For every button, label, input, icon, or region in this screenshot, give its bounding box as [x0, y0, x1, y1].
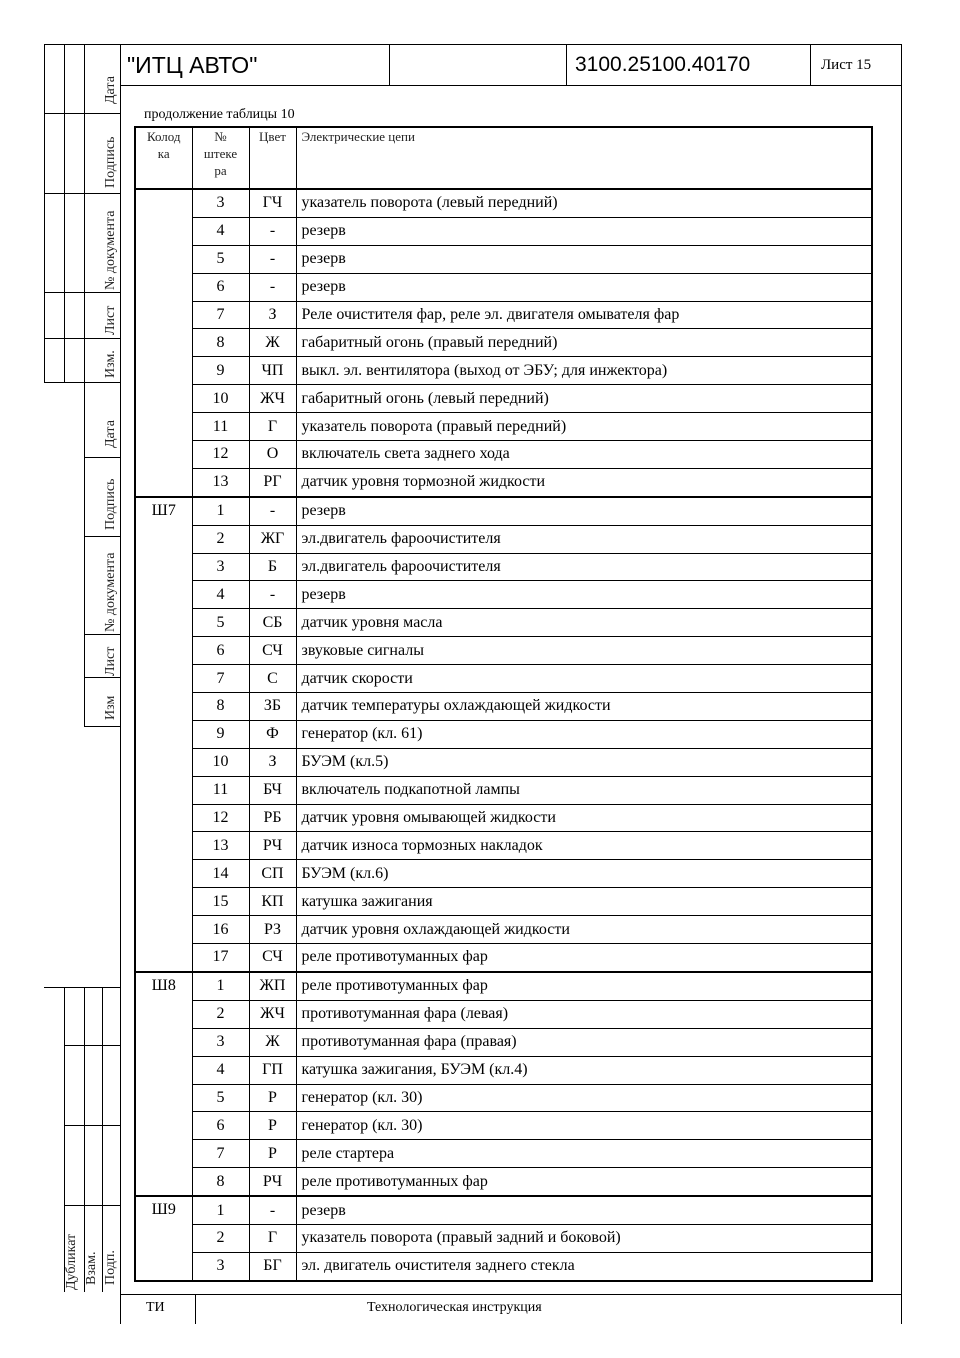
circuit-cell: Реле очистителя фар, реле эл. двигателя омывателя фар [296, 301, 872, 329]
pin-cell: 4 [192, 581, 249, 609]
table-row [135, 944, 872, 972]
table-row [135, 972, 872, 1000]
stamp-middle-signature: Подпись [103, 478, 118, 530]
pin-cell: 5 [192, 245, 249, 273]
stamp-lower-h2 [64, 1125, 121, 1126]
circuit-cell: габаритный огонь (левый передний) [296, 385, 872, 413]
color-cell: ЖГ [249, 525, 296, 553]
pin-cell: 2 [192, 525, 249, 553]
table-row [135, 637, 872, 665]
color-cell: Ж [249, 329, 296, 357]
color-cell: - [249, 273, 296, 301]
color-cell: БЧ [249, 776, 296, 804]
connector-cell: Ш7 [135, 497, 192, 972]
pin-cell: 4 [192, 1056, 249, 1084]
circuit-cell: резерв [296, 1196, 872, 1224]
frame-left-line [120, 44, 121, 1324]
circuit-cell: реле противотуманных фар [296, 972, 872, 1000]
pin-cell: 5 [192, 1084, 249, 1112]
connector-cell: Ш8 [135, 972, 192, 1196]
table-row [135, 1140, 872, 1168]
circuit-cell: резерв [296, 273, 872, 301]
color-cell: З [249, 301, 296, 329]
pin-cell: 10 [192, 385, 249, 413]
pin-cell: 17 [192, 944, 249, 972]
color-cell: ГЧ [249, 189, 296, 217]
table-row [135, 301, 872, 329]
table-row [135, 1000, 872, 1028]
table-row [135, 329, 872, 357]
circuit-cell: резерв [296, 497, 872, 525]
color-cell: ГП [249, 1056, 296, 1084]
table-row [135, 693, 872, 721]
table-row [135, 553, 872, 581]
circuit-cell: БУЭМ (кл.5) [296, 748, 872, 776]
table-row [135, 804, 872, 832]
table-row [135, 441, 872, 469]
color-cell: СЧ [249, 944, 296, 972]
color-cell: Б [249, 553, 296, 581]
color-cell: ЖП [249, 972, 296, 1000]
stamp-label-signature: Подпись [103, 136, 118, 188]
stamp-upper-h3 [44, 292, 121, 293]
pin-cell: 9 [192, 357, 249, 385]
color-cell: РБ [249, 804, 296, 832]
color-cell: КП [249, 888, 296, 916]
table-row [135, 468, 872, 496]
footer-doc-type: ТИ [146, 1300, 165, 1315]
color-cell: ЗБ [249, 693, 296, 721]
footer-divider [195, 1294, 196, 1324]
color-cell: БГ [249, 1252, 296, 1280]
color-cell: С [249, 665, 296, 693]
color-cell: - [249, 497, 296, 525]
color-cell: ЧП [249, 357, 296, 385]
color-cell: - [249, 581, 296, 609]
table-row [135, 1084, 872, 1112]
circuit-cell: генератор (кл. 61) [296, 720, 872, 748]
color-cell: - [249, 217, 296, 245]
pin-cell: 11 [192, 776, 249, 804]
circuit-table [134, 126, 873, 1282]
header-connector: Колод ка [135, 127, 192, 189]
pin-cell: 8 [192, 329, 249, 357]
header-pin: № штеке ра [192, 127, 249, 189]
circuit-cell: реле противотуманных фар [296, 944, 872, 972]
pin-cell: 1 [192, 972, 249, 1000]
pin-cell: 2 [192, 1000, 249, 1028]
circuit-cell: генератор (кл. 30) [296, 1112, 872, 1140]
color-cell: ЖЧ [249, 385, 296, 413]
pin-cell: 12 [192, 441, 249, 469]
table-row [135, 357, 872, 385]
stamp-middle-h2 [84, 536, 121, 537]
circuit-cell: реле стартера [296, 1140, 872, 1168]
stamp-middle-bottom [84, 726, 121, 727]
circuit-cell: указатель поворота (правый задний и боковой) [296, 1224, 872, 1252]
circuit-cell: противотуманная фара (правая) [296, 1028, 872, 1056]
circuit-cell: резерв [296, 217, 872, 245]
stamp-label-doc-number: № документа [103, 210, 118, 290]
circuit-cell: указатель поворота (правый передний) [296, 413, 872, 441]
circuit-cell: датчик уровня тормозной жидкости [296, 468, 872, 496]
stamp-label-change: Изм. [103, 350, 118, 378]
table-row [135, 832, 872, 860]
connector-cell [135, 189, 192, 497]
table-row [135, 189, 872, 217]
circuit-cell: катушка зажигания [296, 888, 872, 916]
circuit-cell: указатель поворота (левый передний) [296, 189, 872, 217]
circuit-cell: включатель света заднего хода [296, 441, 872, 469]
stamp-lower-replace: Взам. [84, 1251, 99, 1285]
stamp-upper-vline-3 [84, 44, 85, 726]
stamp-lower-duplicate: Дубликат [64, 1233, 79, 1290]
color-cell: Г [249, 1224, 296, 1252]
pin-cell: 11 [192, 413, 249, 441]
table-row [135, 748, 872, 776]
circuit-cell: датчик скорости [296, 665, 872, 693]
color-cell: О [249, 441, 296, 469]
circuit-cell: датчик уровня масла [296, 609, 872, 637]
circuit-cell: датчик износа тормозных накладок [296, 832, 872, 860]
table-row [135, 497, 872, 525]
color-cell: СБ [249, 609, 296, 637]
table-row [135, 888, 872, 916]
table-row [135, 1056, 872, 1084]
table-row [135, 720, 872, 748]
pin-cell: 5 [192, 609, 249, 637]
pin-cell: 1 [192, 497, 249, 525]
pin-cell: 13 [192, 468, 249, 496]
stamp-middle-date: Дата [103, 420, 118, 448]
table-caption: продолжение таблицы 10 [144, 107, 295, 122]
circuit-cell: датчик уровня омывающей жидкости [296, 804, 872, 832]
stamp-upper-top [44, 44, 121, 45]
pin-cell: 8 [192, 1168, 249, 1196]
stamp-lower-sign: Подп. [103, 1250, 118, 1285]
color-cell: СП [249, 860, 296, 888]
frame-right-line [901, 44, 902, 1324]
stamp-upper-vline-1 [44, 44, 45, 382]
circuit-cell: противотуманная фара (левая) [296, 1000, 872, 1028]
stamp-lower-vline-2 [84, 987, 85, 1292]
stamp-middle-h1 [84, 457, 121, 458]
organization-name: "ИТЦ АВТО" [120, 44, 390, 86]
stamp-upper-bottom [44, 382, 121, 383]
circuit-cell: датчик температуры охлаждающей жидкости [296, 693, 872, 721]
frame-bottom-line [120, 1294, 902, 1295]
pin-cell: 8 [192, 693, 249, 721]
color-cell: РЧ [249, 832, 296, 860]
circuit-cell: выкл. эл. вентилятора (выход от ЭБУ; для инжектора) [296, 357, 872, 385]
table-row [135, 217, 872, 245]
table-row [135, 245, 872, 273]
pin-cell: 14 [192, 860, 249, 888]
pin-cell: 6 [192, 273, 249, 301]
document-code: 3100.25100.40170 [566, 44, 811, 86]
pin-cell: 12 [192, 804, 249, 832]
pin-cell: 7 [192, 1140, 249, 1168]
circuit-cell: катушка зажигания, БУЭМ (кл.4) [296, 1056, 872, 1084]
color-cell: СЧ [249, 637, 296, 665]
sheet-number: Лист 15 [810, 44, 902, 86]
circuit-cell: генератор (кл. 30) [296, 1084, 872, 1112]
pin-cell: 15 [192, 888, 249, 916]
color-cell: Ж [249, 1028, 296, 1056]
pin-cell: 7 [192, 665, 249, 693]
table-row [135, 776, 872, 804]
table-row [135, 916, 872, 944]
table-row [135, 1224, 872, 1252]
circuit-cell: реле противотуманных фар [296, 1168, 872, 1196]
table-row [135, 385, 872, 413]
circuit-cell: эл. двигатель очистителя заднего стекла [296, 1252, 872, 1280]
stamp-label-sheet: Лист [103, 305, 118, 335]
color-cell: Р [249, 1140, 296, 1168]
stamp-upper-h1 [44, 113, 121, 114]
pin-cell: 3 [192, 189, 249, 217]
color-cell: Ф [249, 720, 296, 748]
header-color: Цвет [249, 127, 296, 189]
stamp-lower-h1 [64, 1045, 121, 1046]
color-cell: - [249, 1196, 296, 1224]
table-row [135, 665, 872, 693]
color-cell: Г [249, 413, 296, 441]
pin-cell: 2 [192, 1224, 249, 1252]
pin-cell: 1 [192, 1196, 249, 1224]
header-blank-cell [389, 44, 567, 86]
stamp-label-date: Дата [103, 76, 118, 104]
stamp-middle-sheet: Лист [103, 646, 118, 676]
circuit-cell: включатель подкапотной лампы [296, 776, 872, 804]
pin-cell: 13 [192, 832, 249, 860]
circuit-cell: резерв [296, 581, 872, 609]
connector-cell: Ш9 [135, 1196, 192, 1281]
pin-cell: 6 [192, 1112, 249, 1140]
table-row [135, 1196, 872, 1224]
color-cell: Р [249, 1112, 296, 1140]
stamp-upper-h2 [44, 193, 121, 194]
table-row [135, 413, 872, 441]
stamp-middle-change: Изм [103, 695, 118, 720]
color-cell: РГ [249, 468, 296, 496]
color-cell: - [249, 245, 296, 273]
color-cell: РЗ [249, 916, 296, 944]
stamp-upper-vline-2 [64, 44, 65, 382]
stamp-lower-vline-3 [102, 987, 103, 1292]
pin-cell: 3 [192, 1028, 249, 1056]
stamp-middle-doc-number: № документа [103, 552, 118, 632]
pin-cell: 10 [192, 748, 249, 776]
pin-cell: 16 [192, 916, 249, 944]
stamp-lower-top [44, 987, 121, 988]
pin-cell: 9 [192, 720, 249, 748]
table-row [135, 1112, 872, 1140]
table-header-row [135, 127, 872, 189]
table-row [135, 581, 872, 609]
table-row [135, 1168, 872, 1196]
pin-cell: 3 [192, 553, 249, 581]
stamp-middle-h4 [84, 677, 121, 678]
table-row [135, 273, 872, 301]
circuit-cell: габаритный огонь (правый передний) [296, 329, 872, 357]
table-row [135, 1252, 872, 1280]
color-cell: ЖЧ [249, 1000, 296, 1028]
circuit-cell: БУЭМ (кл.6) [296, 860, 872, 888]
pin-cell: 4 [192, 217, 249, 245]
stamp-middle-h3 [84, 634, 121, 635]
table-row [135, 525, 872, 553]
pin-cell: 6 [192, 637, 249, 665]
footer-title: Технологическая инструкция [367, 1300, 542, 1315]
table-row [135, 1028, 872, 1056]
circuit-cell: звуковые сигналы [296, 637, 872, 665]
color-cell: Р [249, 1084, 296, 1112]
stamp-lower-h3 [64, 1205, 121, 1206]
table-row [135, 860, 872, 888]
pin-cell: 7 [192, 301, 249, 329]
color-cell: РЧ [249, 1168, 296, 1196]
circuit-cell: эл.двигатель фароочистителя [296, 525, 872, 553]
circuit-cell: датчик уровня охлаждающей жидкости [296, 916, 872, 944]
pin-cell: 3 [192, 1252, 249, 1280]
circuit-cell: резерв [296, 245, 872, 273]
circuit-cell: эл.двигатель фароочистителя [296, 553, 872, 581]
color-cell: З [249, 748, 296, 776]
table-row [135, 609, 872, 637]
header-circuit: Электрические цепи [296, 127, 872, 189]
stamp-upper-h4 [44, 338, 121, 339]
